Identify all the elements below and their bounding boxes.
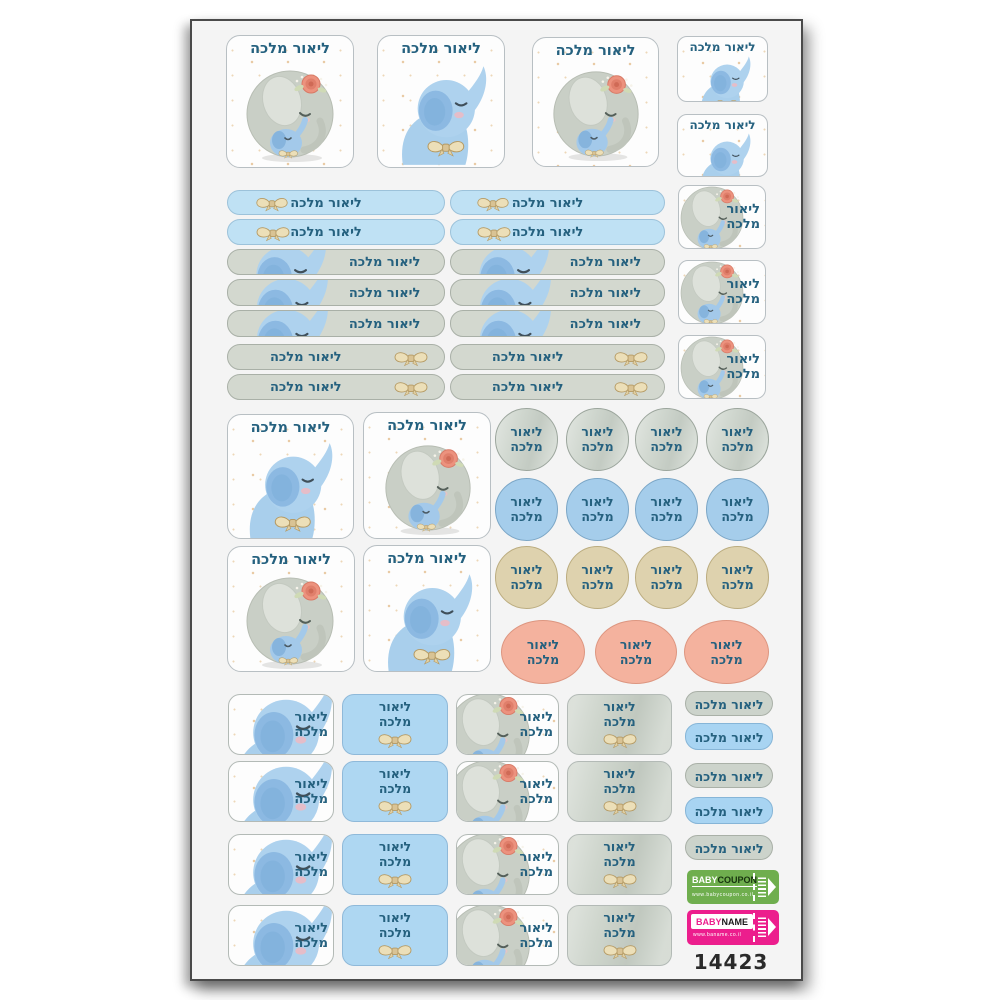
label-strip-bow [450,374,665,400]
name-text [707,479,768,540]
blue-elephant-illustration [227,310,336,337]
name-line2: מלכה [726,217,760,232]
name-line1: ליאור [519,776,553,792]
sticker-rect-blue-bow [342,694,448,755]
sticker-rect-elephant [228,905,334,966]
name-text [496,409,557,470]
name-text [294,710,328,740]
name-line1: ליאור [603,909,636,925]
bow-icon [392,378,430,398]
sticker-pill-blue [685,797,773,824]
name-line1: ליאור [726,202,760,217]
babyname-logo [687,910,779,945]
name-line1: ליאור [581,424,614,439]
brand-right: COUPON [717,875,758,885]
bow-icon [392,348,430,368]
name-line2: מלכה [726,367,760,382]
name-text: ליאור מלכה [348,255,421,270]
arrow-right-icon [768,918,776,936]
name-line2: מלכה [526,651,560,667]
name-line2: מלכה [726,292,760,307]
name-line1: ליאור [581,494,614,509]
name-text: ליאור מלכה [491,380,564,395]
name-line2: מלכה [721,577,754,592]
sticker-square-blue-elephant [363,545,491,672]
name-text [707,547,768,608]
blue-elephant-illustration [693,131,755,177]
name-line2: מלכה [510,577,543,592]
blue-elephant-illustration [388,62,494,168]
name-line1: ליאור [526,636,560,652]
name-text [343,835,447,894]
bow-icon [375,730,415,750]
name-text: ליאור מלכה [569,286,642,301]
name-line1: ליאור [581,562,614,577]
bow-icon [375,797,415,817]
name-text [726,277,760,307]
name-line1: ליאור [650,424,683,439]
label-strip-blue [450,219,665,245]
name-text: ליאור מלכה [401,41,481,57]
sticker-rect-elephant [228,761,334,822]
name-text: ליאור מלכה [290,225,362,240]
mom-baby-elephant-illustration [240,64,340,164]
sticker-rect-elephant [228,834,334,895]
product-code: 14423 [693,950,769,974]
name-line1: ליאור [650,494,683,509]
sticker-circle-tan [495,546,558,609]
sticker-small-blue-elephant [677,36,768,102]
sticker-rect-gray-bow [567,694,672,755]
name-text [726,352,760,382]
name-text: ליאור מלכה [694,769,764,784]
arrow-right-icon [768,878,776,896]
name-line2: מלכה [581,439,614,454]
bow-icon [612,348,650,368]
sticker-circle-tan [706,546,769,609]
name-line1: ליאור [603,698,636,714]
blue-elephant-illustration [693,54,755,102]
name-text: ליאור מלכה [694,697,764,712]
name-text [568,835,671,894]
sticker-pill-gray [685,691,773,716]
label-strip-bow [227,374,445,400]
sticker-oval-peach [684,620,769,684]
name-line2: מלכה [603,713,636,729]
name-text [294,921,328,951]
name-text: ליאור מלכה [290,196,362,211]
name-line2: מלכה [710,651,743,667]
sticker-square-mom-baby [226,35,354,168]
sticker-square-blue-elephant [227,414,354,539]
name-line1: ליאור [510,494,543,509]
name-text: ליאור מלכה [387,551,467,567]
name-text [502,621,584,683]
sticker-square-mom-baby [363,412,491,539]
name-line2: מלכה [721,439,754,454]
name-line2: מלכה [294,935,328,951]
name-line2: מלכה [619,651,653,667]
name-text: ליאור מלכה [269,380,342,395]
sticker-circle-blue [566,478,629,541]
name-text [707,409,768,470]
name-text: ליאור מלכה [511,196,584,211]
sticker-circle-tan [635,546,698,609]
name-text: ליאור מלכה [689,118,756,132]
sticker-circle-blue [495,478,558,541]
name-text: ליאור מלכה [348,317,421,332]
name-line1: ליאור [721,562,754,577]
name-text: ליאור מלכה [694,841,764,856]
sticker-rect-mom-baby [456,694,559,755]
name-line1: ליאור [603,838,636,854]
name-line2: מלכה [721,509,754,524]
sticker-square-mom-baby [532,37,659,167]
sticker-rect-gray-bow [567,834,672,895]
name-text [636,479,697,540]
name-text [596,621,676,683]
name-text [568,695,671,754]
name-text [496,479,557,540]
label-strip-elephant [227,310,445,337]
name-text: ליאור מלכה [569,317,642,332]
name-text [294,850,328,880]
name-text: ליאור מלכה [251,552,331,568]
bow-icon [375,941,415,961]
name-line2: מלכה [378,780,412,796]
barcode-icon [758,917,766,937]
name-text: ליאור מלכה [689,40,756,54]
babyname-brand [691,914,753,929]
blue-elephant-illustration [227,279,336,306]
name-text [343,906,447,965]
blue-elephant-illustration [227,249,334,275]
name-line2: מלכה [581,577,614,592]
sticker-oval-peach [595,620,677,684]
sticker-pill-gray [685,835,773,860]
name-line1: ליאור [378,909,412,925]
blue-elephant-illustration [450,279,559,306]
bow-icon [600,870,640,890]
sticker-circle-gray [706,408,769,471]
bow-icon [612,378,650,398]
dashed-cut-line [753,873,755,901]
babycoupon-brand [692,875,757,887]
label-strip-blue [450,190,665,215]
brand-right: NAME [721,916,748,927]
name-line2: מלכה [294,864,328,880]
name-line2: מלכה [294,724,328,740]
name-text: ליאור מלכה [511,225,584,240]
name-text: ליאור מלכה [555,43,636,59]
blue-elephant-illustration [374,570,480,672]
label-strip-bow [450,344,665,370]
sticker-square-mom-baby [227,546,355,672]
name-line1: ליאור [726,352,760,367]
label-strip-elephant [227,279,445,306]
name-line2: מלכה [510,509,543,524]
sticker-square-blue-elephant [377,35,505,168]
name-line1: ליאור [519,709,553,725]
name-text: ליאור מלכה [694,804,764,819]
sticker-rect-mom-baby [456,834,559,895]
blue-elephant-illustration [450,310,559,337]
brand-left: BABY [692,875,718,885]
mom-baby-elephant-illustration [547,65,645,163]
name-line1: ליאור [721,494,754,509]
barcode-icon [758,877,766,897]
name-line1: ליאור [619,636,653,652]
sticker-small-mom-baby [678,260,766,324]
name-line1: ליאור [378,838,412,854]
bow-icon [600,941,640,961]
name-text: ליאור מלכה [569,255,642,270]
sticker-small-blue-elephant [677,114,768,177]
babycoupon-logo [687,870,779,904]
name-line2: מלכה [510,439,543,454]
name-line2: מלכה [519,864,553,880]
bow-icon [600,797,640,817]
sticker-circle-tan [566,546,629,609]
sticker-circle-gray [495,408,558,471]
sticker-rect-gray-bow [567,905,672,966]
name-text [519,777,553,807]
name-line1: ליאור [294,709,328,725]
name-line2: מלכה [519,935,553,951]
name-text [568,906,671,965]
sticker-rect-blue-bow [342,761,448,822]
sticker-pill-gray [685,763,773,788]
name-text: ליאור מלכה [491,350,564,365]
sticker-circle-blue [635,478,698,541]
bow-icon [600,730,640,750]
name-line2: מלכה [519,791,553,807]
name-text [726,202,760,232]
mom-baby-elephant-illustration [379,439,477,537]
sticker-rect-blue-bow [342,905,448,966]
label-strip-blue [227,190,445,215]
sticker-circle-blue [706,478,769,541]
label-strip-bow [227,344,445,370]
sticker-rect-elephant [228,694,334,755]
name-line1: ליאור [710,636,743,652]
name-text [519,710,553,740]
name-text [343,762,447,821]
name-text [519,850,553,880]
name-line2: מלכה [519,724,553,740]
name-line1: ליאור [603,765,636,781]
name-text: ליאור מלכה [387,418,467,434]
name-line1: ליאור [294,776,328,792]
name-line1: ליאור [726,277,760,292]
name-text [636,409,697,470]
label-strip-elephant [450,279,665,306]
name-line1: ליאור [650,562,683,577]
sticker-small-mom-baby [678,185,766,249]
name-line1: ליאור [378,698,412,714]
name-text [567,547,628,608]
name-text [567,409,628,470]
name-line1: ליאור [510,424,543,439]
name-text [294,777,328,807]
name-text: ליאור מלכה [250,41,330,57]
blue-elephant-illustration [450,249,557,275]
sticker-small-mom-baby [678,335,766,399]
bow-icon [375,870,415,890]
name-text [685,621,768,683]
name-line1: ליאור [294,849,328,865]
sticker-circle-gray [566,408,629,471]
name-line2: מלכה [378,713,412,729]
sticker-sheet-page [190,19,803,981]
sticker-circle-gray [635,408,698,471]
label-strip-elephant [450,310,665,337]
name-line1: ליאור [510,562,543,577]
name-line2: מלכה [378,924,412,940]
name-text [567,479,628,540]
name-line2: מלכה [603,780,636,796]
name-line2: מלכה [603,924,636,940]
name-text: ליאור מלכה [269,350,342,365]
name-line1: ליאור [721,424,754,439]
sticker-pill-blue [685,723,773,750]
name-line2: מלכה [581,509,614,524]
babycoupon-url: www.babycoupon.co.il [692,892,754,898]
name-text [343,695,447,754]
blue-elephant-illustration [236,439,340,539]
sticker-rect-mom-baby [456,761,559,822]
name-line2: מלכה [603,853,636,869]
name-text: ליאור מלכה [694,730,764,745]
label-strip-blue [227,219,445,245]
name-text [568,762,671,821]
sticker-rect-blue-bow [342,834,448,895]
name-line1: ליאור [519,920,553,936]
label-strip-elephant [450,249,665,275]
mom-baby-elephant-illustration [240,571,340,671]
name-line2: מלכה [650,439,683,454]
name-line2: מלכה [294,791,328,807]
label-strip-elephant [227,249,445,275]
name-text [519,921,553,951]
name-text: ליאור מלכה [348,286,421,301]
name-line1: ליאור [294,920,328,936]
name-line2: מלכה [650,577,683,592]
brand-left: BABY [695,916,722,927]
sticker-oval-peach [501,620,585,684]
name-text [496,547,557,608]
name-line2: מלכה [378,853,412,869]
name-line2: מלכה [650,509,683,524]
sticker-rect-mom-baby [456,905,559,966]
sticker-rect-gray-bow [567,761,672,822]
babyname-url: www.baname.co.il [693,932,742,938]
name-line1: ליאור [378,765,412,781]
name-text [636,547,697,608]
dashed-cut-line [753,913,755,942]
name-line1: ליאור [519,849,553,865]
name-text: ליאור מלכה [250,420,331,436]
